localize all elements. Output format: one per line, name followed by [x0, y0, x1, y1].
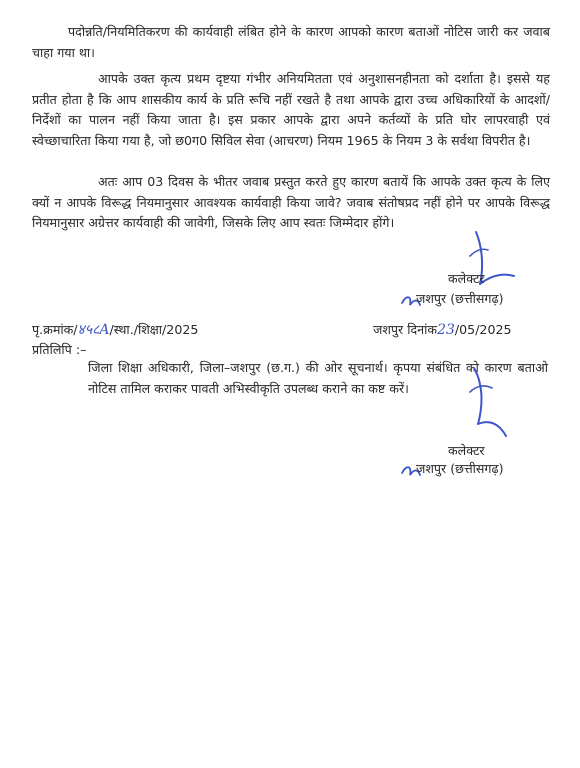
reference-number-handwritten: ४५८A — [77, 322, 110, 338]
collector-signature-2 — [466, 362, 536, 452]
reference-number-line — [32, 321, 198, 339]
date-prefix: जशपुर दिनांक — [373, 322, 438, 337]
signature-1-location: जशपुर (छत्तीसगढ़) — [416, 291, 504, 306]
copy-label: प्रतिलिपि :– — [32, 342, 87, 357]
notice-paragraph: अतः आप 03 दिवस के भीतर जवाब प्रस्तुत करते हुए कारण बतायें कि आपके उक्त कृत्य के लिए क्यों न आपके विरूद्ध नियमानुसार आवश्यक कार्यवाही किया जावे? जवाब संतोषप्रद नहीं होने पर आपके विरूद्ध नियमानुसार अग्रेत्तर कार्यवाही की जावेगी, जिसके लिए आप स्वतः जिम्मेदार होंगे। — [32, 174, 550, 230]
reference-prefix: पृ.क्रमांक/ — [32, 322, 78, 337]
copy-text: जिला शिक्षा अधिकारी, जिला–जशपुर (छ.ग.) की ओर सूचनार्थ। कृपया संबंधित को कारण बताओ नोटिस तामिल कराकर पावती अभिस्वीकृति उपलब्ध कराने का कष्ट करें। — [88, 360, 548, 396]
signature-2-location: जशपुर (छत्तीसगढ़) — [416, 461, 504, 476]
signature-2-title: कलेक्टर — [448, 443, 485, 458]
signature-1-title: कलेक्टर — [448, 271, 485, 286]
reference-date — [373, 321, 511, 339]
date-suffix: /05/2025 — [454, 322, 512, 337]
reference-suffix: /स्था./शिक्षा/2025 — [109, 322, 199, 337]
intro-paragraph: पदोन्नति/नियमितिकरण की कार्यवाही लंबित होने के कारण आपको कारण बताओं नोटिस जारी कर जवाब चाहा गया था। — [32, 24, 550, 60]
date-day-handwritten: 23 — [437, 322, 455, 338]
misconduct-paragraph: आपके उक्त कृत्य प्रथम दृष्टया गंभीर अनियमितता एवं अनुशासनहीनता को दर्शाता है। इससे यह प्रतीत होता है कि आप शासकीय कार्य के प्रति रूचि नहीं रखते है तथा आपके द्वारा उच्च अधिकारियों के आदशों/निर्देशों का पालन नहीं किया जाता है। इस प्रकार आपके द्वारा अपने कर्तव्यों के प्रति घोर लापरवाही एवं स्वेच्छाचारिता किया गया है, जो छ0ग0 सिविल सेवा (आचरण) नियम 1965 के नियम 3 के सर्वथा विपरीत है। — [32, 71, 550, 148]
